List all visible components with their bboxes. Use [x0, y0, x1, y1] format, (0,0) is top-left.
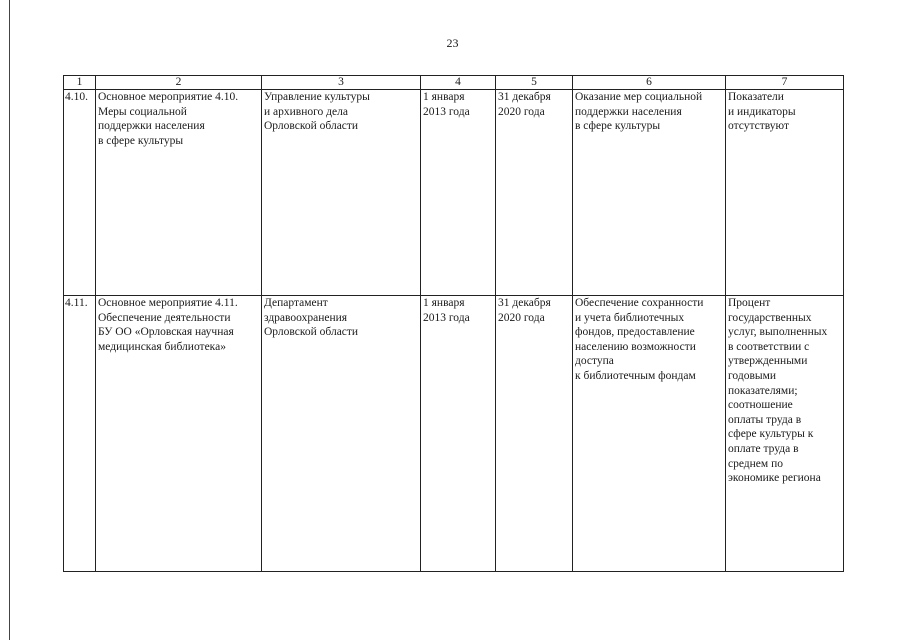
indicators-line: показателями; — [728, 384, 798, 397]
activity-line: в сфере культуры — [98, 134, 184, 147]
row-number: 4.10. — [64, 90, 96, 296]
column-number-1: 1 — [64, 76, 96, 90]
column-number-3: 3 — [262, 76, 421, 90]
executor-cell — [262, 90, 421, 296]
activity-line: поддержки населения — [98, 120, 205, 133]
executor-line: Департамент — [264, 297, 328, 309]
column-number-5: 5 — [496, 76, 573, 90]
start-date-line: 2013 года — [423, 105, 470, 118]
indicators-line: утвержденными — [728, 355, 808, 368]
table-row — [64, 90, 844, 296]
indicators-line: годовыми — [728, 369, 777, 382]
activity-line: Основное мероприятие 4.11. — [98, 297, 238, 309]
column-number-7: 7 — [726, 76, 844, 90]
indicators-line: и индикаторы — [728, 105, 796, 118]
start-date-cell — [421, 90, 496, 296]
activity-cell — [96, 90, 262, 296]
result-line: Обеспечение сохранности — [575, 297, 704, 309]
indicators-line: оплате труда в — [728, 442, 799, 455]
activity-cell — [96, 296, 262, 572]
column-number-2: 2 — [96, 76, 262, 90]
end-date-line: 2020 года — [498, 311, 545, 324]
activity-line: медицинская библиотека» — [98, 340, 226, 353]
result-line: Оказание мер социальной — [575, 91, 703, 103]
column-number-header-row — [64, 76, 844, 90]
column-number-4: 4 — [421, 76, 496, 90]
indicators-line: отсутствуют — [728, 120, 790, 133]
activity-line: Меры социальной — [98, 105, 187, 118]
end-date-line: 31 декабря — [498, 91, 551, 103]
indicators-line: сфере культуры к — [728, 428, 814, 441]
table-row — [64, 296, 844, 572]
result-line: населению возможности — [575, 340, 696, 353]
page-number: 23 — [446, 36, 459, 50]
indicators-line: среднем по — [728, 457, 783, 470]
scan-edge-line — [9, 0, 10, 640]
indicators-cell — [726, 90, 844, 296]
end-date-cell — [496, 90, 573, 296]
indicators-line: в соответствии с — [728, 340, 810, 353]
executor-line: Управление культуры — [264, 91, 370, 103]
row-number: 4.11. — [64, 296, 96, 572]
indicators-line: оплаты труда в — [728, 413, 802, 426]
executor-line: Орловской области — [264, 326, 359, 339]
program-activities-table — [63, 75, 844, 572]
indicators-cell — [726, 296, 844, 572]
column-number-6: 6 — [573, 76, 726, 90]
indicators-line: государственных — [728, 311, 812, 324]
result-line: поддержки населения — [575, 105, 682, 118]
executor-line: здравоохранения — [264, 311, 348, 324]
indicators-line: услуг, выполненных — [728, 326, 828, 339]
start-date-line: 2013 года — [423, 311, 470, 324]
result-cell — [573, 296, 726, 572]
end-date-line: 2020 года — [498, 105, 545, 118]
end-date-cell — [496, 296, 573, 572]
executor-line: Орловской области — [264, 120, 359, 133]
result-line: к библиотечным фондам — [575, 369, 696, 382]
start-date-cell — [421, 296, 496, 572]
start-date-line: 1 января — [423, 91, 465, 103]
indicators-line: Процент — [728, 297, 771, 309]
indicators-line: экономике региона — [728, 472, 821, 485]
result-line: в сфере культуры — [575, 120, 661, 133]
result-line: фондов, предоставление — [575, 326, 695, 339]
end-date-line: 31 декабря — [498, 297, 551, 309]
activity-line: БУ ОО «Орловская научная — [98, 326, 234, 339]
result-cell — [573, 90, 726, 296]
indicators-line: Показатели — [728, 91, 784, 103]
activity-line: Основное мероприятие 4.10. — [98, 91, 239, 103]
activity-line: Обеспечение деятельности — [98, 311, 231, 324]
start-date-line: 1 января — [423, 297, 465, 309]
executor-cell — [262, 296, 421, 572]
result-line: и учета библиотечных — [575, 311, 685, 324]
indicators-line: соотношение — [728, 399, 793, 412]
result-line: доступа — [575, 355, 614, 368]
executor-line: и архивного дела — [264, 105, 348, 118]
